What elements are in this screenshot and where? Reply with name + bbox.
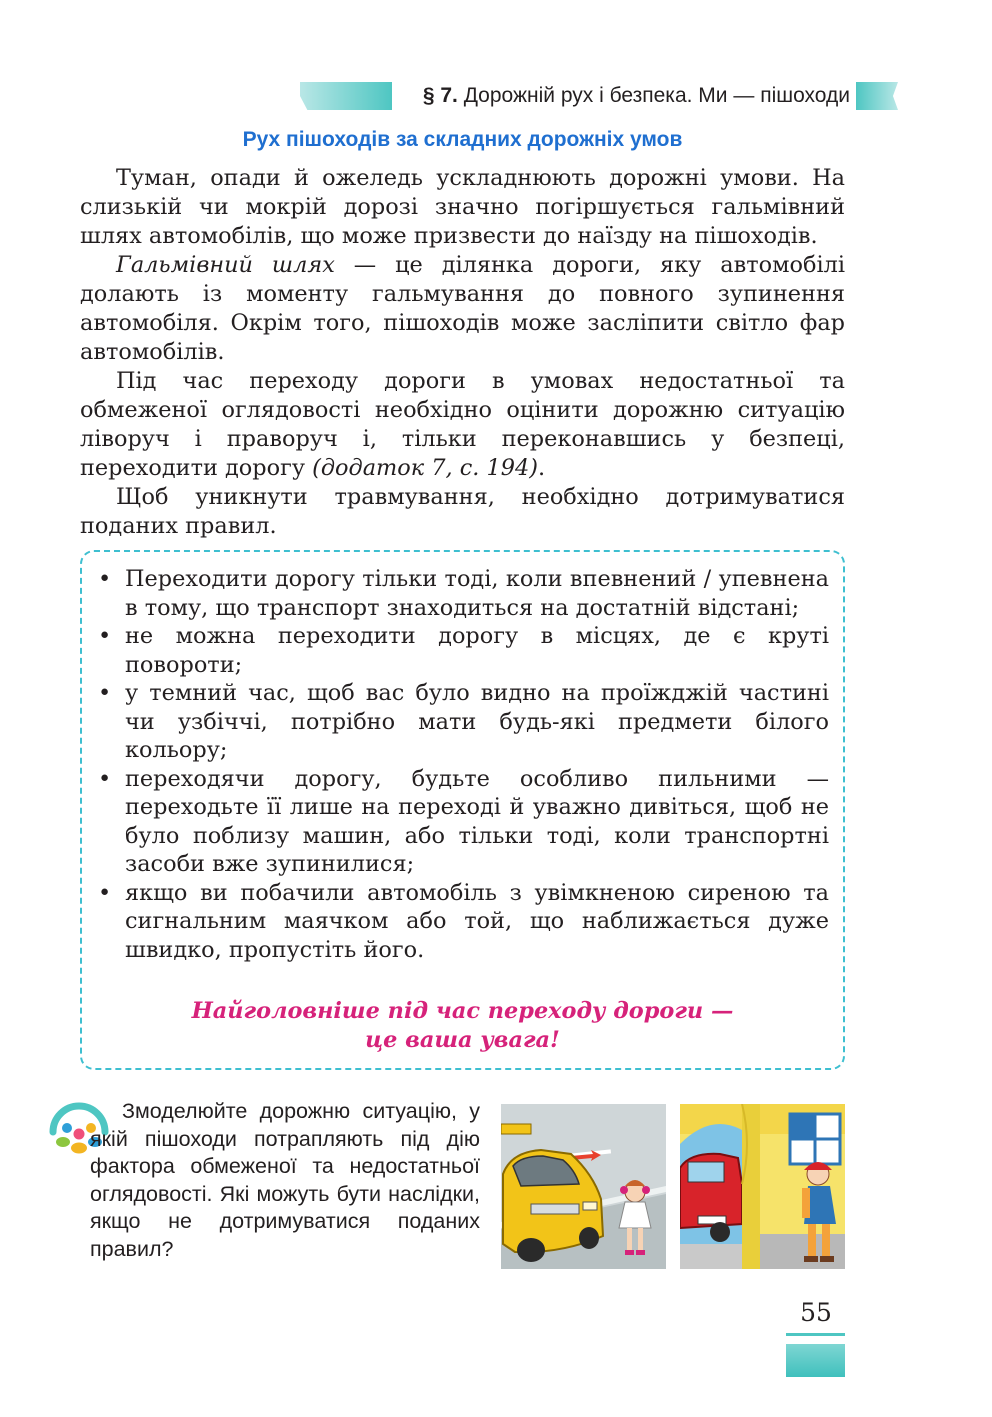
car-crossing-illustration [501,1104,666,1269]
subsection-heading: Рух пішоходів за складних дорожніх умов [242,128,683,151]
page-accent-block [786,1344,845,1377]
rule-item [95,879,829,965]
bullet: • [98,566,112,592]
rule-text: якщо ви побачили автомобіль з увімкненою сиреною та сигнальним маячком або той, що наближається дуже швидко, пропустіть його. [125,879,829,963]
rule-item [95,622,829,679]
rule-text: Переходити дорогу тільки тоді, коли впевнений / упевнена в тому, що транспорт знаходиться на достатній відстані; [125,566,829,621]
rule-item [95,679,829,765]
rule-text: переходячи дорогу, будьте особливо пильними — переходьте її лише на переході й уважно дивіться, щоб не було поблизу машин, або тільки тоді, коли транспортні засоби вже зупинилися; [125,765,829,877]
building-corner-illustration [680,1104,845,1269]
rule-text: у темний час, щоб вас було видно на проїжджій частині чи узбіччі, потрібно мати будь-які предмети білого кольору; [125,680,829,763]
task-text [90,1098,480,1263]
header-accent-left [300,82,392,110]
bullet: • [98,680,112,706]
page-number-rule [786,1333,845,1336]
paragraph [80,367,845,483]
paragraph [80,251,845,367]
bullet: • [98,879,112,906]
paragraph-text: Під час переходу дороги в умовах недостатньої та обмеженої оглядовості необхідно оцінити дорожню ситуацію ліворуч і праворуч і, тільки переконавшись у безпеці, переходити дорогу [80,368,845,481]
page-number: 55 [800,1298,832,1327]
conclusion-line: це ваша увага! [365,1027,560,1053]
body-text [80,164,845,541]
section-mark: § 7. [422,84,458,107]
running-header [300,82,898,110]
rules-conclusion [80,997,845,1055]
appendix-reference: (додаток 7, с. 194) [312,455,538,481]
header-accent-right [856,82,898,110]
bullet: • [98,765,112,792]
rules-list [95,565,829,964]
running-header-text [400,84,850,108]
paragraph-text: — це ділянка дороги, яку автомобілі долають із моменту гальмування до повного зупинення автомобіля. Окрім того, пішоходів може засліпити світло фар автомобілів. [80,252,845,365]
section-title: Дорожній рух і безпека. Ми — пішоходи [463,84,850,107]
rule-text: не можна переходити дорогу в місцях, де є круті повороти; [125,623,829,678]
paragraph-end: . [537,455,546,481]
rule-item [95,765,829,879]
term: Гальмівний шлях [116,252,335,278]
bullet: • [98,623,112,649]
paragraph: Туман, опади й ожеледь ускладнюють дорожні умови. На слизькій чи мокрій дорозі значно погіршується гальмівний шлях автомобілів, що може призвести до наїзду на пішоходів. [80,165,845,249]
conclusion-line: Найголовніше під час переходу дороги — [191,998,734,1024]
rule-item [95,565,829,622]
paragraph: Щоб уникнути травмування, необхідно дотримуватися поданих правил. [80,484,845,539]
task-question: Змоделюйте дорожню ситуацію, у якій пішоходи потрапляють під дію фактора обмеженої та недостатньої оглядовості. Які можуть бути наслідки, якщо не дотримуватися поданих правил? [90,1099,480,1261]
